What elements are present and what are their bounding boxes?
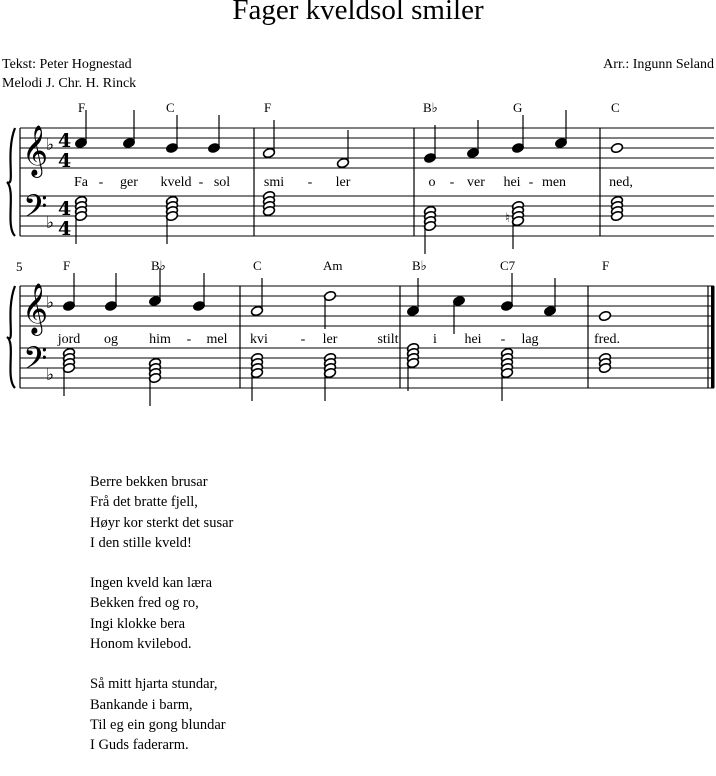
time-signature: 4 — [58, 198, 72, 220]
lyric-syllable: - — [449, 175, 455, 190]
verse-stanza — [90, 472, 233, 553]
treble-clef: 𝄞 — [22, 125, 49, 176]
verse-line: I Guds faderarm. — [90, 737, 189, 754]
verse-line: I den stille kveld! — [90, 534, 192, 551]
chord-symbol: Am — [323, 258, 343, 273]
chord-symbol: C — [611, 100, 620, 115]
final-barline — [711, 286, 715, 388]
key-signature-flat: ♭ — [46, 365, 55, 385]
verse-line: Høyr kor sterkt det susar — [90, 514, 234, 531]
song-title: Fager kveldsol smiler — [232, 0, 484, 26]
chord-symbol: B♭ — [423, 100, 438, 115]
verse-stanza — [90, 674, 233, 755]
time-signature: 4 — [58, 130, 72, 152]
lyric-syllable: kveld — [160, 175, 192, 190]
grand-staff-brace — [7, 128, 15, 236]
time-signature: 4 — [58, 150, 72, 172]
verse-line: Ingen kveld kan læra — [90, 575, 213, 592]
lyric-syllable: ver — [467, 175, 485, 190]
lyric-syllable: men — [541, 175, 567, 190]
verse-line: Frå det bratte fjell, — [90, 494, 198, 511]
melody-credit: Melodi J. Chr. H. Rinck — [2, 76, 137, 91]
time-signature: 4 — [58, 218, 72, 240]
verse-stanza — [90, 573, 233, 654]
treble-clef: 𝄞 — [22, 283, 49, 334]
lyric-syllable: og — [104, 332, 118, 347]
lyric-syllable: - — [528, 175, 534, 190]
lyric-syllable: Fa — [74, 175, 88, 190]
lyric-syllable: - — [300, 332, 306, 347]
lyric-syllable: ned, — [609, 175, 633, 190]
lyric-syllable: kvi — [250, 332, 268, 347]
lyric-syllable: ler — [335, 175, 351, 190]
key-signature-flat: ♭ — [46, 293, 55, 313]
lyric-syllable: hei — [464, 332, 482, 347]
lyric-syllable: - — [307, 175, 313, 190]
melody-note — [598, 310, 611, 321]
lyric-syllable: - — [500, 332, 506, 347]
chord-symbol: F — [264, 100, 272, 115]
lyric-syllable: - — [98, 175, 104, 190]
chord-symbol: F — [63, 258, 71, 273]
arranger-credit: Arr.: Ingunn Seland — [603, 57, 714, 72]
chord-symbol: B♭ — [412, 258, 427, 273]
lyrics-credit: Tekst: Peter Hognestad — [2, 57, 132, 72]
lyric-syllable: lag — [521, 332, 539, 347]
chord-symbol: C — [166, 100, 175, 115]
key-signature-flat: ♭ — [46, 213, 55, 233]
bass-clef: 𝄢 — [23, 188, 48, 232]
lyric-syllable: stilt — [377, 332, 399, 347]
lyric-syllable: - — [186, 332, 192, 347]
verse-line: Bekken fred og ro, — [90, 595, 199, 612]
chord-symbol: C — [253, 258, 262, 273]
verse-line: Honom kvilebod. — [90, 636, 192, 653]
lyric-syllable: ler — [322, 332, 338, 347]
chord-symbol: C7 — [500, 258, 516, 273]
verse-line: Til eg ein gong blundar — [90, 716, 226, 733]
lyric-syllable: i — [433, 332, 437, 347]
lyric-syllable: him — [149, 332, 171, 347]
key-signature-flat: ♭ — [46, 135, 55, 155]
verse-line: Så mitt hjarta stundar, — [90, 676, 218, 693]
measure-number: 5 — [16, 259, 23, 274]
lyric-syllable: - — [198, 175, 204, 190]
chord-symbol: B♭ — [151, 258, 166, 273]
chord-symbol: F — [78, 100, 86, 115]
lyric-syllable: sol — [213, 175, 231, 190]
lyric-syllable: hei — [503, 175, 521, 190]
chord-symbol: F — [602, 258, 610, 273]
chord-symbol: G — [513, 100, 523, 115]
lyric-syllable: mel — [206, 332, 228, 347]
verse-line: Bankande i barm, — [90, 696, 193, 713]
natural-accidental: ♮ — [505, 211, 510, 226]
lyric-syllable: jord — [57, 332, 81, 347]
melody-note — [610, 142, 623, 153]
verses-block — [90, 472, 233, 776]
verse-line: Berre bekken brusar — [90, 474, 208, 490]
bass-clef: 𝄢 — [23, 340, 48, 384]
verse-line: Ingi klokke bera — [90, 615, 186, 632]
lyric-syllable: smi — [263, 175, 285, 190]
lyric-syllable: fred. — [593, 332, 621, 347]
lyric-syllable: o — [428, 175, 436, 190]
lyric-syllable: ger — [120, 175, 138, 190]
grand-staff-brace — [7, 286, 15, 388]
